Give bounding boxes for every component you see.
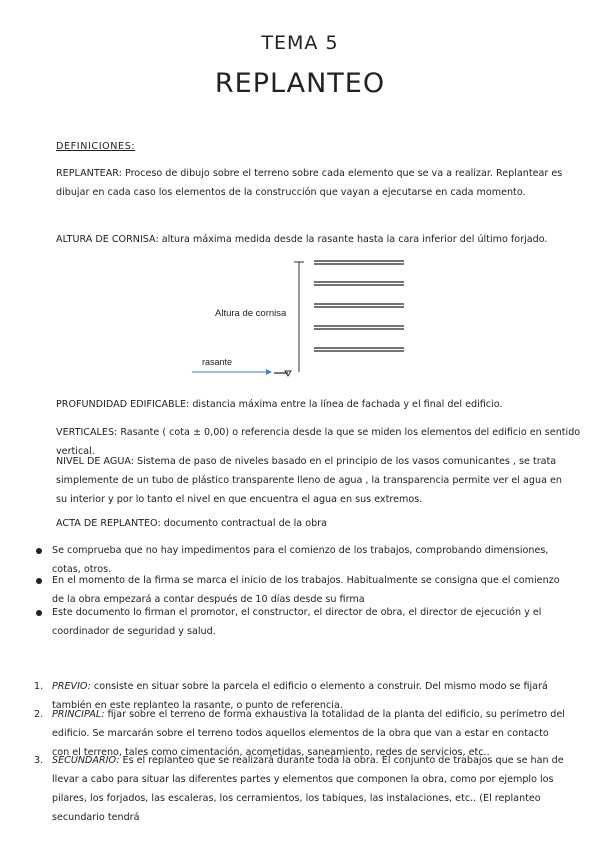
list-item	[52, 751, 570, 827]
cornice-label: Altura de cornisa	[215, 308, 287, 319]
bullet-icon	[36, 610, 42, 616]
term-label: PREVIO:	[52, 681, 91, 692]
def-profundidad: PROFUNDIDAD EDIFICABLE: distancia máxima entre la línea de fachada y el final del edificio.	[56, 399, 503, 410]
list-item: Se comprueba que no hay impedimentos para el comienzo de los trabajos, comprobando dimensiones, cotas, otros.	[52, 545, 549, 575]
list-item: En el momento de la firma se marca el inicio de los trabajos. Habitualmente se consigna que el comienzo de la obra empezará a contar después de 10 días desde su firma	[52, 575, 560, 605]
list-number: 2.	[34, 709, 44, 720]
def-altura-cornisa: ALTURA DE CORNISA: altura máxima medida desde la rasante hasta la cara inferior del último forjado.	[56, 234, 548, 245]
cornice-height-diagram	[188, 252, 418, 382]
term-label: SECUNDARIO:	[52, 755, 120, 766]
arrow-head	[266, 369, 272, 375]
page-title: REPLANTEO	[214, 68, 386, 99]
list-number: 1.	[34, 681, 44, 692]
term-label: PRINCIPAL:	[52, 709, 105, 720]
list-item: Este documento lo firman el promotor, el constructor, el director de obra, el director de ejecución y el coordinador de seguridad y salud.	[52, 607, 542, 637]
bullet-icon	[36, 548, 42, 554]
definitions-heading: DEFINICIONES:	[56, 141, 136, 152]
def-nivel-agua: NIVEL DE AGUA: Sistema de paso de niveles basado en el principio de los vasos comunicantes , se trata simplemente de un tubo de plástico transparente lleno de agua , la transparencia permite ver el agua en su interior y por lo tanto el nivel en que encuentra el agua en sus extremos.	[56, 456, 562, 505]
term-text: Es el replanteo que se realizará durante toda la obra. El conjunto de trabajos que se han de llevar a cabo para situar las diferentes partes y elementos que componen la obra, como por ejemplo los pilares, los forjados, las escaleras, los cerramientos, los tabiques, las instalaciones, etc.. (El replanteo secundario tendrá	[52, 755, 564, 823]
term-text: consiste en situar sobre la parcela el edificio o elemento a construir. Del mismo modo se fijará también en este replanteo la rasante, o punto de referencia.	[52, 681, 548, 711]
bullet-icon	[36, 578, 42, 584]
term-text: fijar sobre el terreno de forma exhaustiva la totalidad de la planta del edificio, su perímetro del edificio. Se marcarán sobre el terreno todos aquellos elementos de la obra que van a estar en contacto con el terreno, tales como cimentación, acometidas, saneamiento, redes de servicios, etc..	[52, 709, 565, 758]
rasante-label: rasante	[202, 357, 233, 367]
def-acta-replanteo: ACTA DE REPLANTEO: documento contractual de la obra	[56, 518, 327, 529]
def-replantear: REPLANTEAR: Proceso de dibujo sobre el terreno sobre cada elemento que se va a realizar. Replantear es dibujar en cada caso los elementos de la construcción que vayan a ejecutarse en cada momento.	[56, 168, 563, 198]
list-number: 3.	[34, 755, 44, 766]
def-verticales: VERTICALES: Rasante ( cota ± 0,00) o referencia desde la que se miden los elementos del edificio en sentido vertical.	[56, 427, 581, 457]
topic-heading: TEMA 5	[261, 32, 339, 54]
